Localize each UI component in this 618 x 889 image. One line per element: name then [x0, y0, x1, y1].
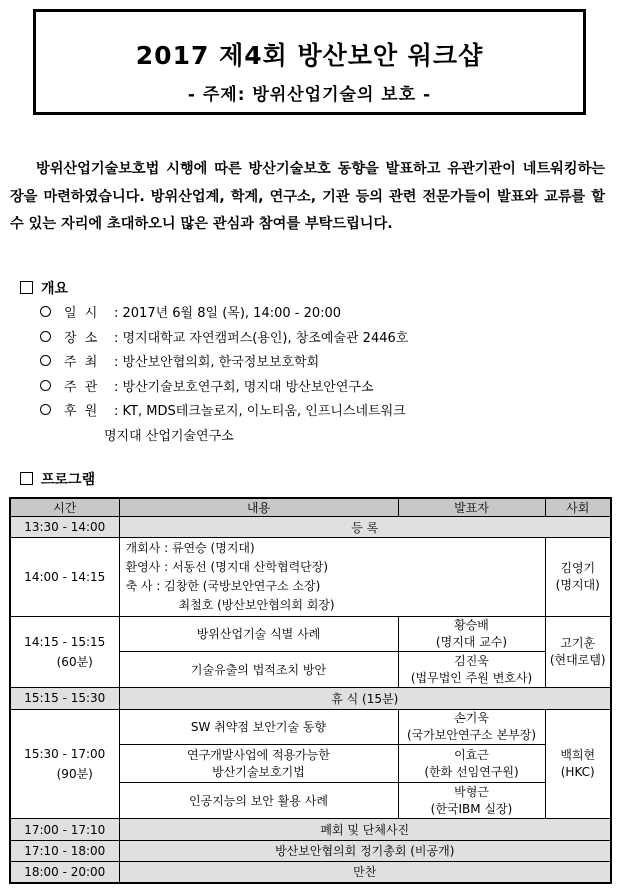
time-cell	[10, 709, 119, 819]
talk-title	[119, 744, 398, 782]
program-heading	[20, 469, 95, 489]
circle-bullet-icon	[40, 404, 51, 415]
speaker-org: (법무법인 주원 변호사)	[410, 670, 533, 685]
table-row	[10, 688, 611, 709]
moderator-cell	[545, 538, 611, 617]
speaker-cell	[398, 744, 545, 782]
overview-heading	[20, 278, 68, 298]
overview-item-venue	[40, 327, 408, 352]
overview-sponsor-cont: 명지대 산업기술연구소	[104, 428, 234, 444]
overview-item-sponsor	[40, 400, 408, 425]
speaker-org: (명지대 교수)	[435, 634, 508, 649]
talk-title: 기술유출의 법적조치 방안	[119, 652, 398, 688]
closing-cell: 폐회 및 단체사진	[119, 819, 611, 840]
overview-item-date	[40, 302, 408, 327]
speaker-name: 손기욱	[454, 710, 489, 725]
overview-value: : 명지대학교 자연캠퍼스(용인), 창조예술관 2446호	[114, 330, 409, 346]
time-cell: 13:30 - 14:00	[10, 517, 119, 538]
duration: (60분)	[56, 655, 93, 670]
general-meeting-cell: 방산보안협의회 정기총회 (비공개)	[119, 840, 611, 861]
speaker-name: 이효근	[454, 747, 489, 762]
program-table	[9, 497, 612, 884]
speaker-cell	[398, 783, 545, 819]
congrats-line: 축 사 : 김창한 (국방보안연구소 소장)	[125, 578, 321, 593]
speaker-cell	[398, 652, 545, 688]
talk-title-line: 연구개발사업에 적용가능한	[187, 747, 330, 762]
speaker-name: 김진욱	[454, 653, 489, 668]
circle-bullet-icon	[40, 355, 51, 366]
col-header-time: 시간	[10, 498, 119, 517]
speaker-cell	[398, 709, 545, 744]
time-cell: 17:10 - 18:00	[10, 840, 119, 861]
overview-heading-label: 개요	[41, 281, 69, 297]
dinner-cell: 만찬	[119, 861, 611, 883]
page-title: 2017 제4회 방산보안 워크샵	[135, 41, 484, 70]
moderator-cell	[545, 616, 611, 688]
talk-title: SW 취약점 보안기술 동향	[119, 709, 398, 744]
moderator-org: (HKC)	[560, 765, 595, 779]
talk-title: 방위산업기술 식별 사례	[119, 616, 398, 651]
moderator-cell	[545, 709, 611, 819]
speaker-cell	[398, 616, 545, 651]
checkbox-square-icon	[20, 472, 33, 485]
break-cell: 휴 식 (15분)	[119, 688, 611, 709]
talk-title: 인공지능의 보안 활용 사례	[119, 783, 398, 819]
time-cell: 18:00 - 20:00	[10, 861, 119, 883]
moderator-org: (현대로템)	[549, 653, 606, 668]
overview-item-host	[40, 351, 408, 376]
table-row	[10, 819, 611, 840]
speaker-org: (국가보안연구소 본부장)	[406, 727, 537, 742]
program-heading-label: 프로그램	[41, 472, 96, 488]
table-row	[10, 861, 611, 883]
col-header-content: 내용	[119, 498, 398, 517]
overview-label: 주 최	[64, 355, 100, 371]
overview-value: : 방산기술보호연구회, 명지대 방산보안연구소	[114, 379, 374, 395]
moderator-name: 고기훈	[560, 636, 596, 651]
welcome-line: 환영사 : 서동선 (명지대 산학협력단장)	[125, 559, 329, 574]
speaker-name: 황승배	[454, 617, 489, 632]
title-box	[33, 9, 586, 115]
circle-bullet-icon	[40, 331, 51, 342]
intro-paragraph	[10, 156, 605, 239]
overview-item-organizer	[40, 376, 408, 401]
overview-label: 후 원	[64, 404, 100, 420]
speaker-org: (한국IBM 실장)	[430, 801, 513, 816]
time-cell: 17:00 - 17:10	[10, 819, 119, 840]
circle-bullet-icon	[40, 380, 51, 391]
moderator-name: 김영기	[560, 560, 596, 575]
overview-label: 장 소	[64, 330, 100, 346]
checkbox-square-icon	[20, 281, 33, 294]
overview-value: : 방산보안협의회, 한국정보보호학회	[114, 355, 320, 371]
time-cell: 15:15 - 15:30	[10, 688, 119, 709]
time-range: 14:15 - 15:15	[24, 635, 106, 650]
speaker-name: 박형근	[454, 784, 489, 799]
table-row	[10, 840, 611, 861]
overview-label: 일 시	[64, 306, 100, 321]
registration-cell: 등 록	[119, 517, 611, 538]
time-cell: 14:00 - 14:15	[10, 538, 119, 617]
congrats-line-2: 최철호 (방산보안협의회 회장)	[178, 597, 335, 612]
talk-title-line: 방산기술보호기법	[212, 764, 305, 779]
time-cell	[10, 616, 119, 688]
opening-cell	[119, 538, 545, 617]
duration: (90분)	[56, 767, 93, 781]
table-row	[10, 709, 611, 744]
col-header-moderator: 사회	[545, 498, 611, 517]
overview-value: : KT, MDS테크놀로지, 이노티움, 인프니스네트워크	[114, 404, 406, 420]
col-header-speaker: 발표자	[398, 498, 545, 517]
opening-line: 개회사 : 류연승 (명지대)	[125, 540, 255, 555]
overview-list	[40, 302, 408, 450]
page-subtitle: - 주제: 방위산업기술의 보호 -	[187, 85, 432, 105]
overview-label: 주 관	[64, 379, 100, 395]
table-header-row	[10, 498, 611, 517]
table-row	[10, 616, 611, 651]
overview-value: : 2017년 6월 8일 (목), 14:00 - 20:00	[114, 306, 342, 321]
speaker-org: (한화 선임연구원)	[424, 764, 519, 779]
table-row	[10, 517, 611, 538]
time-range: 15:30 - 17:00	[24, 747, 106, 761]
moderator-name: 백희현	[560, 748, 596, 762]
moderator-org: (명지대)	[555, 577, 600, 592]
table-row	[10, 538, 611, 617]
circle-bullet-icon	[40, 306, 51, 317]
intro-text: 방위산업기술보호법 시행에 따른 방산기술보호 동향을 발표하고 유관기관이 네트워킹하는 장을 마련하였습니다. 방위산업계, 학계, 연구소, 기관 등의 관련 전문가들이 발표와 교류를 할 수 있는 자리에 초대하오니 많은 관심과 참여를 부탁드립니다.	[10, 161, 605, 232]
